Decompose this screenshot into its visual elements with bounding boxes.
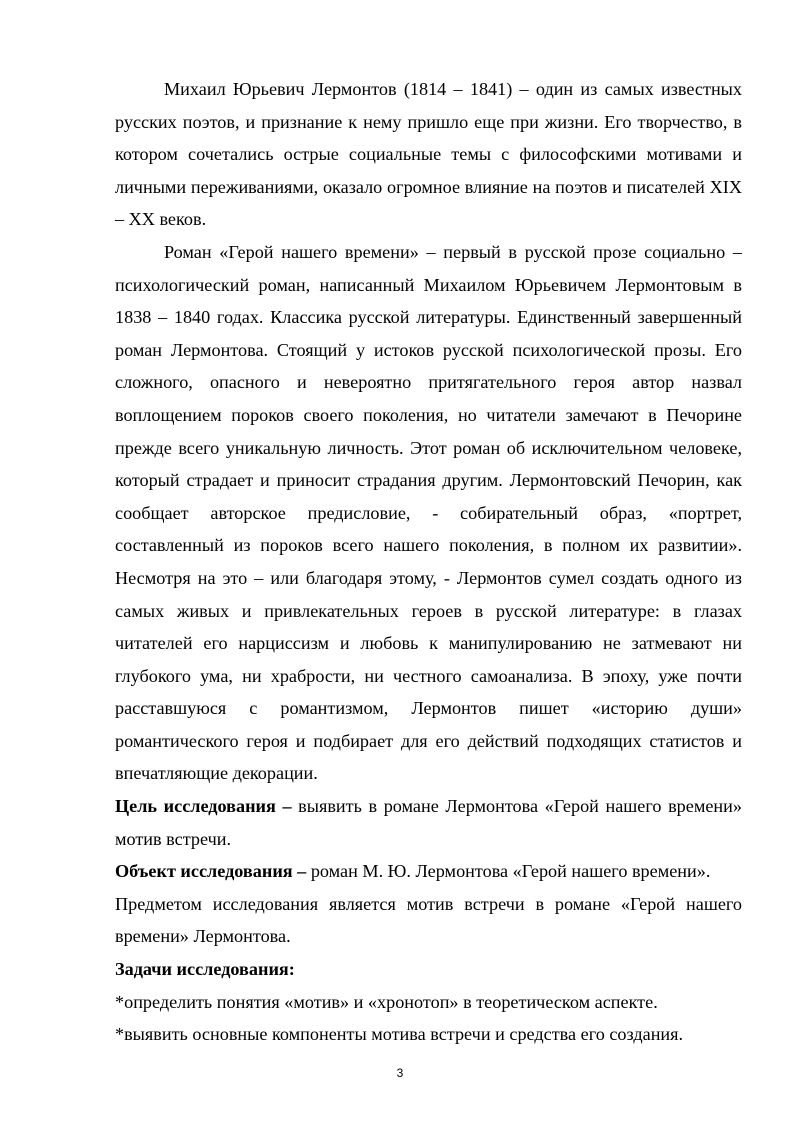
research-object-text: роман М. Ю. Лермонтова «Герой нашего времени». — [306, 861, 711, 882]
research-task-item: *определить понятия «мотив» и «хронотоп» в теоретическом аспекте. — [115, 991, 658, 1012]
research-goal-label: Цель исследования – — [115, 796, 292, 817]
page-number: 3 — [396, 1066, 404, 1080]
research-tasks-heading: Задачи исследования: — [115, 959, 295, 980]
research-goal — [115, 790, 742, 855]
research-subject: Предметом исследования является мотив встречи в романе «Герой нашего времени» Лермонтова. — [115, 893, 742, 947]
research-object-label: Объект исследования – — [115, 861, 307, 882]
research-object — [115, 855, 742, 888]
novel-paragraph: Роман «Герой нашего времени» – первый в русской прозе социально – психологический роман, написанный Михаилом Юрьевичем Лермонтовым в 1838 – 1840 годах. Классика русской литературы. Единственный завершенный роман Лермонтова. Стоящий у истоков русской психологической прозы. Его сложного, опасного и невероятно притягательного героя автор назвал воплощением пороков своего поколения, но читатели замечают в Печорине прежде всего уникальную личность. Этот роман об исключительном человеке, который страдает и приносит страдания другим. Лермонтовский Печорин, как сообщает авторское предисловие, - собирательный образ, «портрет, составленный из пороков всего нашего поколения, в полном их развитии». Несмотря на это – или благодаря этому, - Лермонтов сумел создать одного из самых живых и привлекательных героев в русской литературе: в глазах читателей его нарциссизм и любовь к манипулированию не затмевают ни глубокого ума, ни храбрости, ни честного самоанализа. В эпоху, уже почти расставшуюся с романтизмом, Лермонтов пишет «историю души» романтического героя и подбирает для его действий подходящих статистов и впечатляющие декорации. — [115, 241, 742, 784]
intro-paragraph: Михаил Юрьевич Лермонтов (1814 – 1841) – один из самых известных русских поэтов, и признание к нему пришло еще при жизни. Его творчество, в котором сочетались острые социальные темы с философскими мотивами и личными переживаниями, оказало огромное влияние на поэтов и писателей XIX – XX веков. — [115, 79, 742, 230]
research-task-item: *выявить основные компоненты мотива встречи и средства его создания. — [115, 1024, 684, 1045]
document-body — [115, 73, 742, 1051]
research-goal-text: выявить в романе Лермонтова «Герой нашего времени» мотив встречи. — [115, 796, 742, 849]
